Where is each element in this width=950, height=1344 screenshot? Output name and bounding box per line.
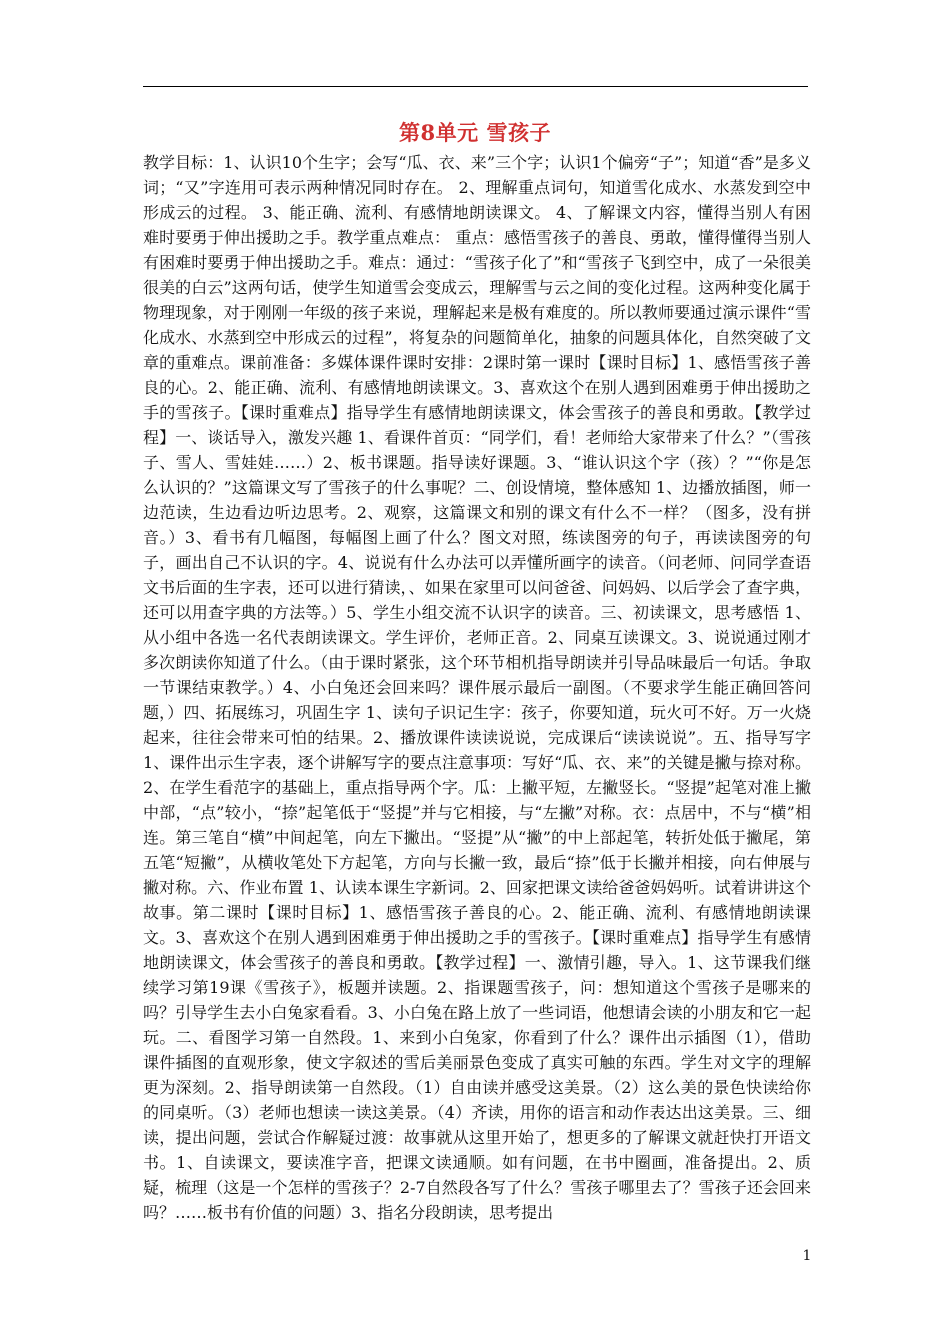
header-rule	[143, 86, 808, 87]
body-text: 教学目标：1、认识10个生字；会写“瓜、衣、来”三个字；认识1个偏旁“子”；知道“香”是多义词；“又”字连用可表示两种情况同时存在。 2、理解重点词句，知道雪化成水、水蒸发到空中形成云的过程。 3、能正确、流利、有感情地朗读课文。 4、了解课文内容，懂得当别人有困难时要勇于伸出援助之手。教学重点难点： 重点：感悟雪孩子的善良、勇敢，懂得懂得当别人有困难时要勇于伸出援助之手。难点：通过：“雪孩子化了”和“雪孩子飞到空中，成了一朵很美很美的白云”这两句话，使学生知道雪会变成云，理解雪与云之间的变化过程。这两种变化属于物理现象，对于刚刚一年级的孩子来说，理解起来是极有难度的。所以教师要通过演示课件“雪化成水、水蒸到空中形成云的过程”，将复杂的问题简单化，抽象的问题具体化，自然突破了文章的重难点。课前准备：多媒体课件课时安排：2课时第一课时【课时目标】1、感悟雪孩子善良的心。2、能正确、流利、有感情地朗读课文。3、喜欢这个在别人遇到困难勇于伸出援助之手的雪孩子。【课时重难点】指导学生有感情地朗读课文，体会雪孩子的善良和勇敢。【教学过程】一、谈话导入，激发兴趣 1、看课件首页：“同学们，看！老师给大家带来了什么？”（雪孩子、雪人、雪娃娃……）2、板书课题。指导读好课题。3、“谁认识这个字（孩）？”“你是怎么认识的？”这篇课文写了雪孩子的什么事呢？二、创设情境，整体感知 1、边播放插图，师一边范读，生边看边听边思考。2、观察，这篇课文和别的课文有什么不一样？（图多，没有拼音。）3、看书有几幅图，每幅图上画了什么？图文对照，练读图旁的句子，再读读图旁的句子，画出自己不认识的字。4、说说有什么办法可以弄懂所画字的读音。（问老师、问同学查语文书后面的生字表，还可以进行猜读，、如果在家里可以问爸爸、问妈妈、以后学会了查字典，还可以用查字典的方法等。）5、学生小组交流不认识字的读音。三、初读课文，思考感悟 1、从小组中各选一名代表朗读课文。学生评价，老师正音。2、同桌互读课文。3、说说通过刚才多次朗读你知道了什么。（由于课时紧张，这个环节相机指导朗读并引导品味最后一句话。争取一节课结束教学。）4、小白兔还会回来吗？课件展示最后一副图。（不要求学生能正确回答问题，）四、拓展练习，巩固生字 1、读句子识记生字：孩子，你要知道，玩火可不好。万一火烧起来，往往会带来可怕的结果。2、播放课件读读说说，完成课后“读读说说”。五、指导写字 1、课件出示生字表，逐个讲解写字的要点注意事项：写好“瓜、衣、来”的关键是撇与捺对称。2、在学生看范字的基础上，重点指导两个字。瓜：上撇平短，左撇竖长。“竖提”起笔对准上撇中部，“点”较小，“捺”起笔低于“竖提”并与它相接，与“左撇”对称。衣：点居中，不与“横”相连。第三笔自“横”中间起笔，向左下撇出。“竖提”从“撇”的中上部起笔，转折处低于撇尾，第五笔“短撇”，从横收笔处下方起笔，方向与长撇一致，最后“捺”低于长撇并相接，向右伸展与撇对称。六、作业布置 1、认读本课生字新词。2、回家把课文读给爸爸妈妈听。试着讲讲这个故事。第二课时【课时目标】1、感悟雪孩子善良的心。2、能正确、流利、有感情地朗读课文。3、喜欢这个在别人遇到困难勇于伸出援助之手的雪孩子。【课时重难点】指导学生有感情地朗读课文，体会雪孩子的善良和勇敢。【教学过程】一、激情引趣，导入。1、这节课我们继续学习第19课《雪孩子》，板题并读题。2、指课题雪孩子，问：想知道这个雪孩子是哪来的吗？引导学生去小白兔家看看。3、小白兔在路上放了一些词语，他想请会读的小朋友和它一起玩。二、看图学习第一自然段。1、来到小白兔家，你看到了什么？课件出示插图（1），借助课件插图的直观形象，使文字叙述的雪后美丽景色变成了真实可触的东西。学生对文字的理解更为深刻。2、指导朗读第一自然段。（1）自由读并感受这美景。（2）这么美的景色快读给你的同桌听。（3）老师也想读一读这美景。（4）齐读，用你的语言和动作表达出这美景。三、细读，提出问题，尝试合作解疑过渡：故事就从这里开始了，想更多的了解课文就赶快打开语文书。1、自读课文，要读准字音，把课文读通顺。如有问题，在书中圈画，准备提出。2、质疑，梳理（这是一个怎样的雪孩子？2-7自然段各写了什么？雪孩子哪里去了？雪孩子还会回来吗？……板书有价值的问题）3、指名分段朗读，思考提出	[143, 153, 811, 1222]
page-number: 1	[802, 1248, 812, 1264]
page-title: 第8单元 雪孩子	[399, 120, 551, 145]
